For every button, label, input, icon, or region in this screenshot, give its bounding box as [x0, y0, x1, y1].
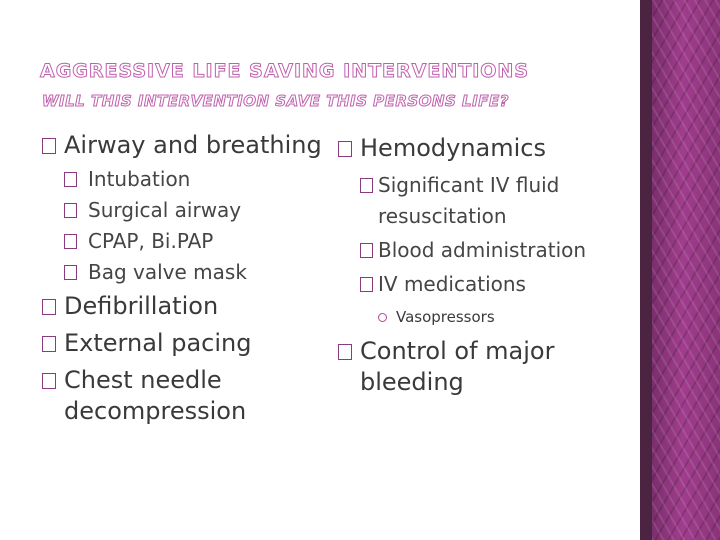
bullet-label: Defibrillation [64, 292, 219, 320]
bullet-airway [40, 130, 330, 161]
sub-bullet-iv-fluid [336, 170, 636, 232]
sub-bullet-cpap [40, 226, 330, 257]
missing-glyph-box-icon [64, 203, 77, 218]
missing-glyph-box-icon [338, 141, 352, 157]
sub-bullet-surgical-airway [40, 195, 330, 226]
left-column [40, 130, 330, 427]
sub-bullet-label: Significant IV fluid resuscitation [378, 173, 560, 228]
sub-bullet-label: IV medications [378, 272, 526, 296]
missing-glyph-box-icon [360, 178, 373, 193]
missing-glyph-box-icon [64, 265, 77, 280]
bullet-label: Chest needle decompression [64, 366, 247, 425]
missing-glyph-box-icon [42, 373, 56, 389]
bullet-hemodynamics [336, 133, 636, 164]
missing-glyph-box-icon [360, 277, 373, 292]
sub-bullet-label: Intubation [88, 167, 191, 191]
missing-glyph-box-icon [338, 344, 352, 360]
side-decorative-band [652, 0, 720, 540]
sub-bullet-label: Blood administration [378, 238, 587, 262]
missing-glyph-box-icon [42, 336, 56, 352]
right-column [336, 130, 636, 398]
sub-bullet-label: CPAP, Bi.PAP [88, 229, 214, 253]
bullet-defibrillation [40, 291, 330, 322]
sub-bullet-label: Surgical airway [88, 198, 242, 222]
sub-sub-bullet-label: Vasopressors [396, 308, 495, 326]
sub-sub-bullet-vasopressors [336, 304, 636, 330]
slide-subtitle: WILL THIS INTERVENTION SAVE THIS PERSONS LIFE? [42, 92, 509, 110]
sub-bullet-iv-medications [336, 269, 636, 300]
bullet-label: Control of major bleeding [360, 337, 555, 396]
bullet-label: External pacing [64, 329, 252, 357]
missing-glyph-box-icon [360, 243, 373, 258]
missing-glyph-box-icon [64, 234, 77, 249]
bullet-airway-label: Airway and breathing [64, 131, 322, 159]
bullet-chest-needle [40, 365, 330, 427]
missing-glyph-box-icon [42, 299, 56, 315]
bullet-control-bleeding [336, 336, 636, 398]
side-band-strip [640, 0, 652, 540]
sub-bullet-bag-valve-mask [40, 257, 330, 288]
sub-bullet-label: Bag valve mask [88, 260, 247, 284]
bullet-label: Hemodynamics [360, 134, 546, 162]
missing-glyph-box-icon [64, 172, 77, 187]
sub-bullet-intubation [40, 164, 330, 195]
bullet-external-pacing [40, 328, 330, 359]
missing-glyph-box-icon [42, 138, 56, 154]
sub-bullet-blood [336, 235, 636, 266]
slide-title: AGGRESSIVE LIFE SAVING INTERVENTIONS [40, 60, 530, 82]
circle-bullet-icon [378, 313, 387, 322]
